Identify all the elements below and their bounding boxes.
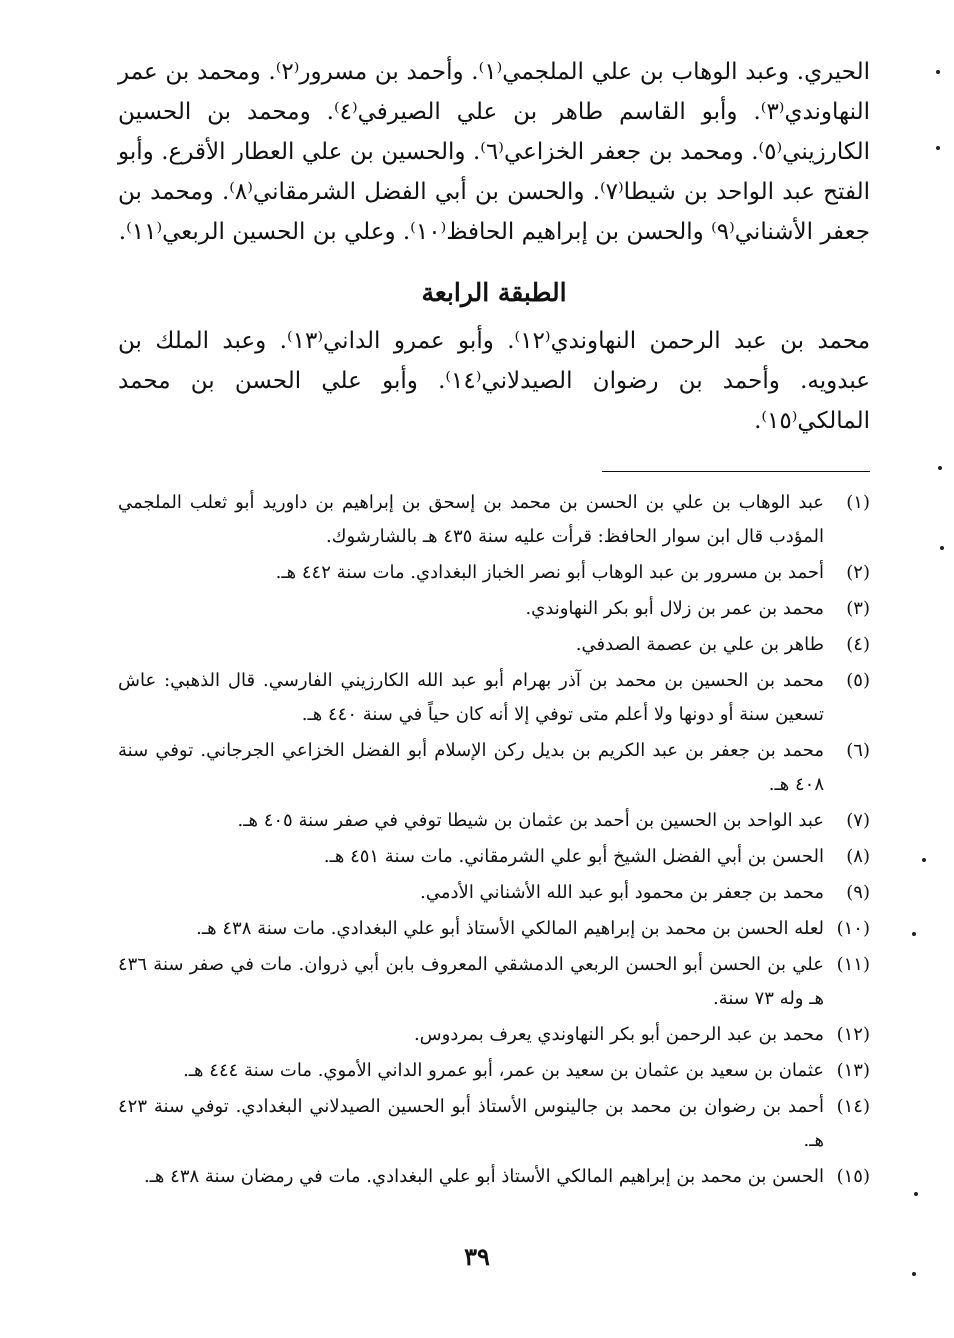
scan-speck [938, 466, 942, 470]
footnote-number: (٦) [846, 740, 870, 761]
footnote-text: محمد بن عمر بن زلال أبو بكر النهاوندي. [525, 598, 824, 619]
footnote [118, 486, 870, 554]
footnote-text: طاهر بن علي بن عصمة الصدفي. [575, 634, 824, 655]
book-page [118, 52, 870, 1196]
footnote [118, 628, 870, 662]
footnote [118, 912, 870, 946]
footnote-text: الحسن بن محمد بن إبراهيم المالكي الأستاذ أبو علي البغدادي. مات في رمضان سنة ٤٣٨ هـ. [143, 1166, 824, 1187]
footnote [118, 734, 870, 802]
scan-speck [912, 932, 916, 936]
footnote-text: عبد الواحد بن الحسين بن أحمد بن عثمان بن شيطا توفي في صفر سنة ٤٠٥ هـ. [237, 810, 824, 831]
page-number: ٣٩ [464, 1242, 490, 1271]
footnote-text: الحسن بن أبي الفضل الشيخ أبو علي الشرمقاني. مات سنة ٤٥١ هـ. [323, 846, 824, 867]
footnote-number: (٧) [846, 810, 870, 831]
footnote-number: (١٣) [836, 1060, 870, 1081]
scan-speck [912, 1272, 916, 1276]
footnote [118, 664, 870, 732]
footnotes [118, 486, 870, 1194]
footnote-number: (١٤) [836, 1096, 870, 1117]
scan-speck [936, 70, 940, 74]
footnote-text: أحمد بن رضوان بن محمد بن جالينوس الأستاذ أبو الحسين الصيدلاني البغدادي. توفي سنة ٤٢٣ هـ. [118, 1096, 824, 1151]
footnote [118, 556, 870, 590]
footnote-separator [602, 471, 870, 472]
footnote-text: لعله الحسن بن محمد بن إبراهيم المالكي الأستاذ أبو علي البغدادي. مات سنة ٤٣٨ هـ. [196, 918, 824, 939]
footnote [118, 948, 870, 1016]
footnote-text: علي بن الحسن أبو الحسن الربعي الدمشقي المعروف بابن أبي ذروان. مات في صفر سنة ٤٣٦ هـ وله ٧٣ سنة. [118, 954, 824, 1009]
scan-speck [914, 1192, 918, 1196]
footnote-text: محمد بن عبد الرحمن أبو بكر النهاوندي يعرف بمردوس. [413, 1024, 824, 1045]
footnote-number: (٩) [846, 882, 870, 903]
footnote [118, 1090, 870, 1158]
section-title: الطبقة الرابعة [421, 278, 567, 307]
footnote-number: (١٥) [836, 1166, 870, 1187]
footnote-number: (٥) [846, 670, 870, 691]
footnote-text: عبد الوهاب بن علي بن الحسن بن محمد بن إسحق بن إبراهيم بن داوريد أبو ثعلب الملجمي المؤدب قال ابن سوار الحافظ: قرأت عليه سنة ٤٣٥ هـ بالشارشوك. [118, 492, 824, 547]
footnote-number: (١١) [836, 954, 870, 975]
footnote-text: عثمان بن سعيد بن عثمان بن سعيد بن عمر، أبو عمرو الداني الأموي. مات سنة ٤٤٤ هـ. [183, 1060, 824, 1081]
footnote [118, 1018, 870, 1052]
section-paragraph: محمد بن عبد الرحمن النهاوندي⁽١٢⁾. وأبو عمرو الداني⁽١٣⁾. وعبد الملك بن عبدويه. وأحمد بن رضوان الصيدلاني⁽١٤⁾. وأبو علي الحسن بن محمد المالكي⁽١٥⁾. [118, 328, 871, 434]
footnote-number: (٤) [846, 634, 870, 655]
footnote-text: محمد بن جعفر بن محمود أبو عبد الله الأشناني الأدمي. [420, 882, 824, 903]
footnote-number: (٣) [846, 598, 870, 619]
footnote-text: محمد بن جعفر بن عبد الكريم بن بديل ركن الإسلام أبو الفضل الخزاعي الجرجاني. توفي سنة ٤٠٨ هـ. [118, 740, 824, 795]
footnote [118, 1054, 870, 1088]
footnote-number: (١٠) [836, 918, 870, 939]
scan-speck [922, 858, 926, 862]
footnote-text: محمد بن الحسين بن محمد بن آذر بهرام أبو عبد الله الكارزيني الفارسي. قال الذهبي: عاش تسعين سنة أو دونها ولا أعلم متى توفي إلا أنه كان حياً في سنة ٤٤٠ هـ. [118, 670, 824, 725]
footnote [118, 840, 870, 874]
main-paragraph: الحيري. وعبد الوهاب بن علي الملجمي⁽١⁾. وأحمد بن مسرور⁽٢⁾. ومحمد بن عمر النهاوندي⁽٣⁾. وأبو القاسم طاهر بن علي الصيرفي⁽٤⁾. ومحمد بن الحسين الكارزيني⁽٥⁾. ومحمد بن جعفر الخزاعي⁽٦⁾. والحسين بن علي العطار الأقرع. وأبو الفتح عبد الواحد بن شيطا⁽٧⁾. والحسن بن أبي الفضل الشرمقاني⁽٨⁾. ومحمد بن جعفر الأشناني⁽٩⁾ والحسن بن إبراهيم الحافظ⁽١٠⁾. وعلي بن الحسين الربعي⁽١١⁾. [118, 59, 870, 245]
footnote [118, 876, 870, 910]
footnote [118, 1160, 870, 1194]
footnote-number: (٨) [846, 846, 870, 867]
footnote-number: (١) [846, 492, 870, 513]
footnote-number: (١٢) [836, 1024, 870, 1045]
footnote-number: (٢) [846, 562, 870, 583]
scan-speck [940, 546, 944, 550]
footnote [118, 592, 870, 626]
footnote-text: أحمد بن مسرور بن عبد الوهاب أبو نصر الخباز البغدادي. مات سنة ٤٤٢ هـ. [275, 562, 824, 583]
footnote [118, 804, 870, 838]
scan-speck [936, 146, 940, 150]
